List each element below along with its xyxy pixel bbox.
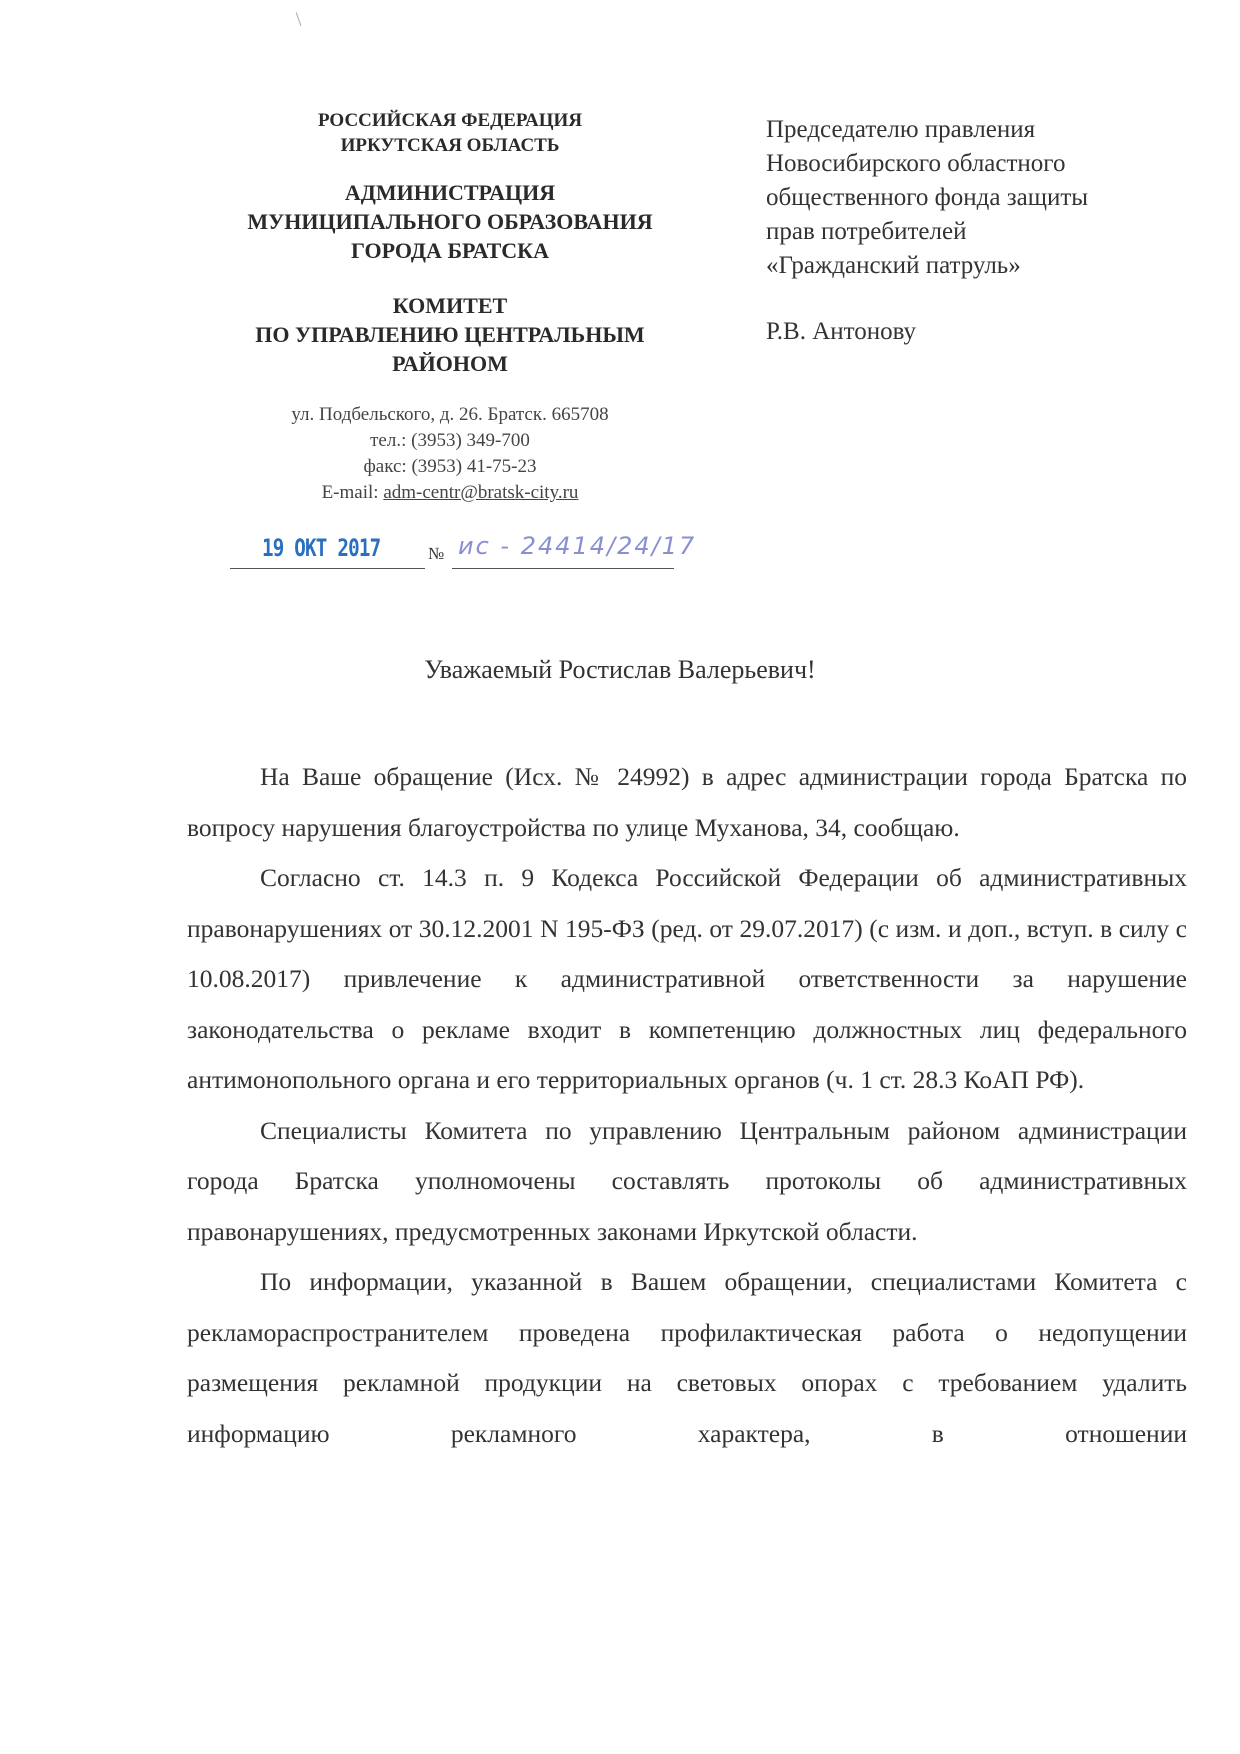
admin-line: АДМИНИСТРАЦИЯ xyxy=(344,180,556,205)
admin-line: ГОРОДА БРАТСКА xyxy=(351,238,549,263)
paragraph: На Ваше обращение (Исх. № 24992) в адрес администрации города Братска по вопросу нарушения благоустройства по улице Муханова, 34, сообщаю. xyxy=(187,762,1187,842)
registration-number: ис - 24414/24/17 xyxy=(458,532,697,560)
admin-line: МУНИЦИПАЛЬНОГО ОБРАЗОВАНИЯ xyxy=(247,209,653,234)
addressee-line: «Гражданский патруль» xyxy=(766,252,1021,279)
addressee-line: прав потребителей xyxy=(766,218,967,245)
administration-name xyxy=(200,178,700,265)
number-underline xyxy=(452,568,674,569)
addressee-line: Председателю правления xyxy=(766,116,1036,143)
committee-line: ПО УПРАВЛЕНИЮ ЦЕНТРАЛЬНЫМ xyxy=(255,322,645,347)
paragraph: Специалисты Комитета по управлению Центральным районом администрации города Братска уполномочены составлять протоколы об административных правонарушениях, предусмотренных законами Иркутской области. xyxy=(187,1115,1187,1246)
registration-line xyxy=(230,530,710,570)
fax: факс: (3953) 41-75-23 xyxy=(363,456,537,477)
date-underline xyxy=(230,568,425,569)
phone: тел.: (3953) 349-700 xyxy=(370,430,530,451)
region: ИРКУТСКАЯ ОБЛАСТЬ xyxy=(340,135,560,156)
addressee-line: Новосибирского областного xyxy=(766,150,1066,177)
letter-body xyxy=(187,752,1187,1459)
addressee-block xyxy=(766,113,1088,349)
date-stamp: 19 ОКТ 2017 xyxy=(262,534,381,562)
email-row xyxy=(200,480,700,506)
committee-name xyxy=(200,291,700,378)
salutation: Уважаемый Ростислав Валерьевич! xyxy=(424,655,816,684)
contact-info xyxy=(200,402,700,506)
committee-line: КОМИТЕТ xyxy=(392,293,508,318)
paragraph: По информации, указанной в Вашем обращении, специалистами Комитета с рекламораспространителем проведена профилактическая работа о недопущении размещения рекламной продукции на световых опорах с требованием удалить информацию рекламного характера, в отношении xyxy=(187,1267,1187,1448)
paragraph: Согласно ст. 14.3 п. 9 Кодекса Российской Федерации об административных правонарушениях от 30.12.2001 N 195-ФЗ (ред. от 29.07.2017) (с изм. и доп., вступ. в силу с 10.08.2017) привлечение к административной ответственности за нарушение законодательства о рекламе входит в компетенцию должностных лиц федерального антимонопольного органа и его территориальных органов (ч. 1 ст. 28.3 КоАП РФ). xyxy=(187,863,1187,1094)
email-label: E-mail: xyxy=(321,482,379,503)
letterhead xyxy=(200,108,700,506)
address: ул. Подбельского, д. 26. Братск. 665708 xyxy=(291,404,609,425)
country: РОССИЙСКАЯ ФЕДЕРАЦИЯ xyxy=(317,110,583,131)
email-link[interactable]: adm-centr@bratsk-city.ru xyxy=(383,482,579,503)
committee-line: РАЙОНОМ xyxy=(392,351,508,376)
number-label: № xyxy=(428,544,445,563)
addressee-line: общественного фонда защиты xyxy=(766,184,1089,211)
scan-mark xyxy=(296,12,302,25)
addressee-name: Р.В. Антонову xyxy=(766,318,917,345)
